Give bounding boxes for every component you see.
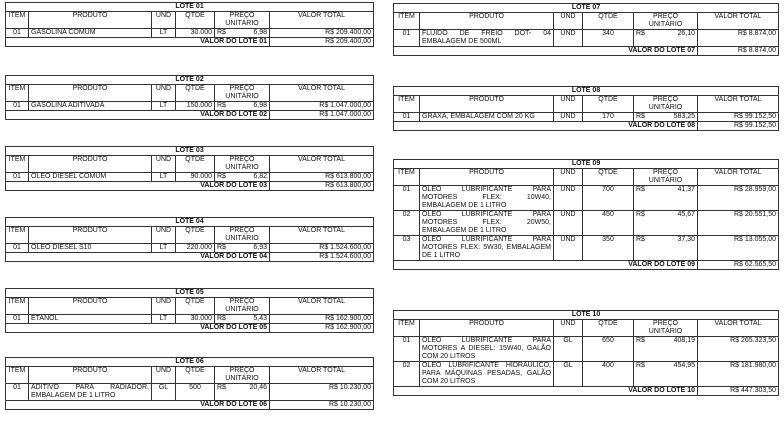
cell-produto: ÓLEO DIESEL COMUM [29, 173, 152, 182]
header-item: ITEM [6, 85, 29, 102]
cell-item: 01 [394, 337, 420, 362]
cell-valor: R$ 28.959,00 [698, 186, 779, 211]
cell-item: 01 [394, 113, 420, 122]
cell-item: 01 [6, 173, 29, 182]
cell-und: UND [554, 236, 583, 261]
lote-title: LOTE 08 [394, 87, 779, 96]
cell-und: UND [554, 186, 583, 211]
cell-preco [215, 244, 270, 253]
lote-table [5, 357, 374, 410]
cell-preco [634, 362, 698, 387]
lote-total-value: R$ 613.800,00 [270, 182, 374, 191]
cell-und: GL [152, 384, 176, 401]
currency-label: R$ [636, 362, 645, 369]
header-preco: PREÇO UNITÁRIO [634, 169, 698, 186]
lote-total-label: VALOR DO LOTE 06 [6, 401, 270, 410]
header-item: ITEM [394, 13, 420, 30]
lote-total-value: R$ 62.565,50 [698, 261, 779, 270]
cell-qtde: 30.000 [176, 315, 215, 324]
header-produto: PRODUTO [29, 12, 152, 29]
cell-valor: R$ 10.230,00 [270, 384, 374, 401]
header-valor-total: VALOR TOTAL [698, 320, 779, 337]
cell-item: 01 [6, 29, 29, 38]
header-valor-total: VALOR TOTAL [698, 96, 779, 113]
header-valor-total: VALOR TOTAL [270, 227, 374, 244]
lote-table [393, 310, 779, 396]
header-und: UND [152, 367, 176, 384]
currency-label: R$ [217, 102, 226, 109]
cell-und: LT [152, 244, 176, 253]
cell-produto: GASOLINA ADITIVADA [29, 102, 152, 111]
cell-qtde: 340 [583, 30, 634, 47]
cell-preco [634, 211, 698, 236]
cell-preco [215, 384, 270, 401]
lote-total-label: VALOR DO LOTE 08 [394, 122, 698, 131]
header-qtde: QTDE [176, 227, 215, 244]
cell-produto: GRAXA, EMBALAGEM COM 20 KG [420, 113, 554, 122]
header-preco: PREÇO UNITÁRIO [215, 298, 270, 315]
lote-total-value: R$ 1.524.600,00 [270, 253, 374, 262]
lote-table [393, 159, 779, 270]
table-row [394, 362, 779, 387]
header-produto: PRODUTO [29, 298, 152, 315]
cell-produto: OLEO LUBRIFICANTE PARA MOTORES FLEX: 10W40, EMBALAGEM DE 1 LITRO [420, 186, 554, 211]
table-row [394, 113, 779, 122]
lote-title: LOTE 05 [6, 289, 374, 298]
cell-produto: OLEO LUBRIFICANTE PARA MOTORES FLEX: 5W30, EMBALAGEM DE 1 LITRO [420, 236, 554, 261]
header-produto: PRODUTO [420, 96, 554, 113]
lote-total-label: VALOR DO LOTE 01 [6, 38, 270, 47]
cell-item: 03 [394, 236, 420, 261]
header-valor-total: VALOR TOTAL [698, 169, 779, 186]
cell-qtde: 700 [583, 186, 634, 211]
preco-value: 5,43 [253, 315, 267, 322]
header-item: ITEM [394, 96, 420, 113]
lote-total-label: VALOR DO LOTE 05 [6, 324, 270, 333]
cell-valor: R$ 162.900,00 [270, 315, 374, 324]
preco-value: 26,10 [677, 30, 695, 37]
lote-total-value: R$ 10.230,00 [270, 401, 374, 410]
cell-qtde: 170 [583, 113, 634, 122]
lote-title: LOTE 02 [6, 76, 374, 85]
header-preco: PREÇO UNITÁRIO [215, 227, 270, 244]
cell-qtde: 350 [583, 236, 634, 261]
currency-label: R$ [636, 236, 645, 243]
header-valor-total: VALOR TOTAL [270, 367, 374, 384]
currency-label: R$ [217, 29, 226, 36]
header-preco: PREÇO UNITÁRIO [634, 13, 698, 30]
header-preco: PREÇO UNITÁRIO [634, 96, 698, 113]
cell-preco [634, 113, 698, 122]
cell-qtde: 150.000 [176, 102, 215, 111]
header-item: ITEM [6, 227, 29, 244]
header-produto: PRODUTO [29, 227, 152, 244]
cell-valor: R$ 265.323,50 [698, 337, 779, 362]
header-item: ITEM [6, 156, 29, 173]
header-item: ITEM [394, 169, 420, 186]
header-qtde: QTDE [583, 13, 634, 30]
lote-title: LOTE 10 [394, 311, 779, 320]
cell-preco [215, 29, 270, 38]
lote-total-label: VALOR DO LOTE 09 [394, 261, 698, 270]
currency-label: R$ [636, 30, 645, 37]
table-row [394, 30, 779, 47]
lote-total-label: VALOR DO LOTE 10 [394, 387, 698, 396]
header-valor-total: VALOR TOTAL [270, 85, 374, 102]
cell-item: 01 [6, 315, 29, 324]
cell-produto: OLEO LUBRIFICANTE PARA MOTORES A DIESEL: 15W40, GALÃO COM 20 LITROS [420, 337, 554, 362]
preco-value: 6,98 [253, 102, 267, 109]
currency-label: R$ [636, 337, 645, 344]
header-produto: PRODUTO [420, 13, 554, 30]
cell-valor: R$ 613.800,00 [270, 173, 374, 182]
table-row [6, 384, 374, 401]
cell-valor: R$ 1.524.600,00 [270, 244, 374, 253]
header-qtde: QTDE [176, 85, 215, 102]
lote-total-value: R$ 99.152,50 [698, 122, 779, 131]
lote-total-value: R$ 447.303,50 [698, 387, 779, 396]
preco-value: 408,19 [673, 337, 695, 344]
table-row [6, 173, 374, 182]
cell-item: 01 [6, 384, 29, 401]
header-item: ITEM [6, 367, 29, 384]
header-und: UND [554, 96, 583, 113]
header-valor-total: VALOR TOTAL [270, 298, 374, 315]
lote-total-label: VALOR DO LOTE 02 [6, 111, 270, 120]
header-qtde: QTDE [583, 169, 634, 186]
header-qtde: QTDE [176, 367, 215, 384]
header-preco: PREÇO UNITÁRIO [215, 367, 270, 384]
cell-item: 02 [394, 211, 420, 236]
cell-und: UND [554, 211, 583, 236]
header-qtde: QTDE [176, 12, 215, 29]
header-und: UND [152, 156, 176, 173]
table-row [6, 29, 374, 38]
cell-und: GL [554, 362, 583, 387]
preco-value: 41,37 [677, 186, 695, 193]
cell-und: LT [152, 102, 176, 111]
currency-label: R$ [636, 211, 645, 218]
header-qtde: QTDE [583, 320, 634, 337]
cell-qtde: 500 [176, 384, 215, 401]
header-produto: PRODUTO [420, 320, 554, 337]
lote-table [5, 2, 374, 47]
lote-total-label: VALOR DO LOTE 07 [394, 47, 698, 56]
header-und: UND [554, 13, 583, 30]
cell-und: LT [152, 315, 176, 324]
header-valor-total: VALOR TOTAL [698, 13, 779, 30]
cell-preco [215, 315, 270, 324]
header-und: UND [554, 169, 583, 186]
preco-value: 20,46 [249, 384, 267, 391]
preco-value: 454,95 [673, 362, 695, 369]
header-und: UND [152, 85, 176, 102]
currency-label: R$ [217, 244, 226, 251]
cell-valor: R$ 209.400,00 [270, 29, 374, 38]
currency-label: R$ [636, 186, 645, 193]
currency-label: R$ [217, 384, 226, 391]
cell-produto: FLUIDO DE FREIO DOT- 04 EMBALAGEM DE 500ML [420, 30, 554, 47]
header-valor-total: VALOR TOTAL [270, 156, 374, 173]
currency-label: R$ [217, 315, 226, 322]
cell-qtde: 650 [583, 337, 634, 362]
cell-und: LT [152, 29, 176, 38]
table-row [394, 186, 779, 211]
table-row [394, 211, 779, 236]
lote-total-value: R$ 8.874,00 [698, 47, 779, 56]
lote-title: LOTE 01 [6, 3, 374, 12]
lote-table [5, 288, 374, 333]
cell-und: UND [554, 30, 583, 47]
lote-total-value: R$ 162.900,00 [270, 324, 374, 333]
cell-produto: ADITIVO PARA RADIADOR, EMBALAGEM DE 1 LITRO [29, 384, 152, 401]
cell-produto: OLEO LUBRIFICANTE PARA MOTORES FLEX: 20W50, EMBALAGEM DE 1 LITRO [420, 211, 554, 236]
header-produto: PRODUTO [29, 367, 152, 384]
cell-valor: R$ 8.874,00 [698, 30, 779, 47]
header-item: ITEM [6, 298, 29, 315]
cell-produto: OLEO DIESEL S10 [29, 244, 152, 253]
lote-title: LOTE 07 [394, 4, 779, 13]
cell-produto: OLEO LUBRIFICANTE HIDRÁULICO, PARA MÁQUINAS PESADAS, GALÃO COM 20 LITROS [420, 362, 554, 387]
cell-preco [215, 173, 270, 182]
header-preco: PREÇO UNITÁRIO [215, 156, 270, 173]
header-preco: PREÇO UNITÁRIO [215, 12, 270, 29]
table-row [6, 244, 374, 253]
header-item: ITEM [394, 320, 420, 337]
cell-valor: R$ 20.551,50 [698, 211, 779, 236]
cell-preco [634, 30, 698, 47]
lote-table [393, 86, 779, 131]
header-und: UND [554, 320, 583, 337]
preco-value: 45,67 [677, 211, 695, 218]
cell-preco [215, 102, 270, 111]
header-und: UND [152, 298, 176, 315]
preco-value: 6,82 [253, 173, 267, 180]
header-und: UND [152, 12, 176, 29]
cell-qtde: 400 [583, 362, 634, 387]
cell-produto: ETANOL [29, 315, 152, 324]
cell-item: 02 [394, 362, 420, 387]
currency-label: R$ [636, 113, 645, 120]
preco-value: 37,30 [677, 236, 695, 243]
lote-table [5, 146, 374, 191]
cell-valor: R$ 181.980,00 [698, 362, 779, 387]
lote-table [5, 75, 374, 120]
cell-item: 01 [394, 186, 420, 211]
preco-value: 6,93 [253, 244, 267, 251]
header-qtde: QTDE [176, 156, 215, 173]
cell-preco [634, 236, 698, 261]
cell-item: 01 [6, 102, 29, 111]
cell-qtde: 30.000 [176, 29, 215, 38]
header-qtde: QTDE [583, 96, 634, 113]
header-und: UND [152, 227, 176, 244]
lote-total-value: R$ 1.047.000,00 [270, 111, 374, 120]
table-row [6, 102, 374, 111]
header-preco: PREÇO UNITÁRIO [215, 85, 270, 102]
header-valor-total: VALOR TOTAL [270, 12, 374, 29]
lote-total-value: R$ 209.400,00 [270, 38, 374, 47]
preco-value: 6,98 [253, 29, 267, 36]
cell-qtde: 450 [583, 211, 634, 236]
cell-preco [634, 186, 698, 211]
cell-valor: R$ 99.152,50 [698, 113, 779, 122]
lote-table [393, 3, 779, 56]
header-produto: PRODUTO [29, 156, 152, 173]
cell-und: LT [152, 173, 176, 182]
header-qtde: QTDE [176, 298, 215, 315]
header-preco: PREÇO UNITÁRIO [634, 320, 698, 337]
header-item: ITEM [6, 12, 29, 29]
cell-item: 01 [6, 244, 29, 253]
cell-qtde: 220.000 [176, 244, 215, 253]
preco-value: 583,25 [673, 113, 695, 120]
table-row [394, 236, 779, 261]
currency-label: R$ [217, 173, 226, 180]
header-produto: PRODUTO [420, 169, 554, 186]
lote-title: LOTE 06 [6, 358, 374, 367]
header-produto: PRODUTO [29, 85, 152, 102]
lote-table [5, 217, 374, 262]
lote-total-label: VALOR DO LOTE 04 [6, 253, 270, 262]
cell-valor: R$ 13.055,00 [698, 236, 779, 261]
cell-item: 01 [394, 30, 420, 47]
cell-valor: R$ 1.047.000,00 [270, 102, 374, 111]
lote-title: LOTE 09 [394, 160, 779, 169]
table-row [394, 337, 779, 362]
cell-preco [634, 337, 698, 362]
lote-title: LOTE 03 [6, 147, 374, 156]
table-row [6, 315, 374, 324]
cell-und: UND [554, 113, 583, 122]
lote-total-label: VALOR DO LOTE 03 [6, 182, 270, 191]
cell-produto: GASOLINA COMUM [29, 29, 152, 38]
lote-title: LOTE 04 [6, 218, 374, 227]
cell-qtde: 90.000 [176, 173, 215, 182]
cell-und: GL [554, 337, 583, 362]
